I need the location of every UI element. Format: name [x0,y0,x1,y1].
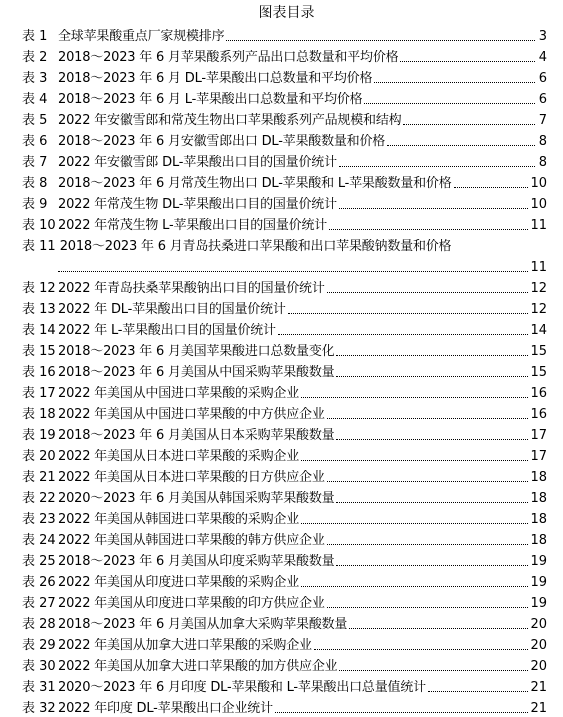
dot-leader [403,124,535,125]
dot-leader [327,607,529,608]
toc-entry-page: 20 [530,659,547,674]
toc-entry-page: 16 [530,407,547,422]
toc-entry-label [22,50,58,66]
toc-entry-prefix: 表 [22,491,36,506]
toc-entry-title: 2022 年美国从中国进口苹果酸的采购企业 [58,386,300,401]
dot-leader [364,103,535,104]
toc-entry-page: 18 [530,512,547,527]
toc-entry-label [22,281,58,297]
toc-entry-page: 18 [530,533,547,548]
dot-leader [327,418,529,419]
toc-entry-title: 2018～2023 年 6 月美国从中国采购苹果酸数量 [58,365,335,380]
toc-entry-title: 2022 年美国从加拿大进口苹果酸的采购企业 [58,638,312,653]
toc-entry-number: 23 [39,512,56,527]
toc-entry[interactable] [22,360,547,381]
toc-entry-prefix: 表 [22,155,36,170]
toc-entry[interactable] [22,696,547,717]
dot-leader [387,145,535,146]
toc-entry-label [22,323,58,339]
dot-leader [329,229,528,230]
toc-entry-page: 10 [530,176,547,191]
toc-entry-title: 2022 年青岛扶桑苹果酸钠出口目的国量价统计 [58,281,325,296]
dot-leader [349,628,528,629]
toc-entry-prefix: 表 [22,449,36,464]
toc-entry-title: 2022 年美国从印度进口苹果酸的印方供应企业 [58,596,325,611]
toc-entry-number: 32 [39,701,56,716]
dot-leader [278,334,529,335]
toc-entry-title: 2018～2023 年 6 月 L-苹果酸出口总数量和平均价格 [58,92,363,107]
toc-entry[interactable] [22,318,547,339]
toc-entry-label [22,617,58,633]
toc-entry[interactable] [22,381,547,402]
toc-entry-page: 19 [530,575,547,590]
toc-entry-label [22,92,58,108]
toc-entry-label [22,638,58,654]
toc-entry[interactable] [22,66,547,87]
toc-entry-prefix: 表 [22,428,36,443]
toc-entry-number: 15 [39,344,56,359]
toc-entry-number: 6 [39,134,48,149]
toc-entry-title: 2020～2023 年 6 月美国从韩国采购苹果酸数量 [58,491,335,506]
toc-entry-page: 18 [530,491,547,506]
toc-entry-title: 2022 年安徽雪郎和常茂生物出口苹果酸系列产品规模和结构 [58,113,402,128]
toc-entry[interactable] [22,423,547,444]
toc-entry-prefix: 表 [22,638,36,653]
toc-entry[interactable] [22,297,547,318]
toc-entry-page: 18 [530,470,547,485]
toc-entry-label [22,596,58,612]
dot-leader [339,208,529,209]
toc-entry-prefix: 表 [22,197,36,212]
toc-entry[interactable] [22,45,547,66]
toc-entry-prefix: 表 [22,554,36,569]
dot-leader [336,565,528,566]
toc-entry-label [22,302,58,318]
dot-leader [301,586,528,587]
toc-entry-prefix: 表 [22,617,36,632]
dot-leader [327,544,529,545]
toc-entry-page: 20 [530,617,547,632]
toc-entry-page: 17 [530,428,547,443]
toc-entry[interactable] [22,528,547,549]
toc-entry-number: 9 [39,197,48,212]
toc-entry-line [22,234,547,255]
dot-leader [301,397,528,398]
toc-entry-label [22,533,58,549]
toc-entry-number: 30 [39,659,56,674]
toc-entry-number: 22 [39,491,56,506]
toc-entry-number: 20 [39,449,56,464]
toc-entry[interactable] [22,339,547,360]
toc-entry-label [22,512,58,528]
toc-entry-page: 7 [538,113,547,128]
toc-entry[interactable] [22,234,547,276]
toc-entry-line [22,255,547,276]
toc-entry-number: 16 [39,365,56,380]
dot-leader [428,691,529,692]
toc-entry-label [22,71,58,87]
toc-entry-title: 2022 年安徽雪郎 DL-苹果酸出口目的国量价统计 [58,155,337,170]
toc-entry-number: 27 [39,596,56,611]
toc-entry-prefix: 表 [22,407,36,422]
dot-leader [327,292,529,293]
toc-entry-number: 1 [39,29,48,44]
toc-entry-title: 2022 年常茂生物 L-苹果酸出口目的国量价统计 [58,218,328,233]
toc-entry[interactable] [22,444,547,465]
toc-entry[interactable] [22,276,547,297]
toc-entry-label [22,176,58,192]
toc-entry-number: 8 [39,176,48,191]
dot-leader [288,313,529,314]
toc-entry-number: 19 [39,428,56,443]
toc-entry-label [22,449,58,465]
toc-entry-prefix: 表 [22,365,36,380]
toc-entry-label [22,470,58,486]
toc-entry-label [22,218,58,234]
toc-entry-prefix: 表 [22,386,36,401]
toc-entry[interactable] [22,402,547,423]
toc-entry[interactable] [22,108,547,129]
toc-entry-prefix: 表 [22,680,36,695]
toc-entry-number: 7 [39,155,48,170]
toc-entry[interactable] [22,654,547,675]
toc-entry-prefix: 表 [22,659,36,674]
toc-entry-prefix: 表 [22,113,36,128]
toc-entry-page: 19 [530,554,547,569]
toc-entry-page: 4 [538,50,547,65]
dot-leader [275,712,529,713]
toc-entry-title: 2018～2023 年 6 月美国苹果酸进口总数量变化 [58,344,335,359]
toc-entry[interactable] [22,612,547,633]
toc-entry-prefix: 表 [22,302,36,317]
toc-entry-label [22,701,58,717]
toc-heading: 图表目录 [258,5,315,21]
toc-entry-title: 2022 年印度 DL-苹果酸出口企业统计 [58,701,273,716]
toc-entry-number: 11 [39,239,56,254]
toc-entry-prefix: 表 [22,596,36,611]
toc-entry[interactable] [22,675,547,696]
dot-leader [58,271,528,272]
toc-entry-title: 2022 年美国从加拿大进口苹果酸的加方供应企业 [58,659,338,674]
toc-entry-number: 3 [39,71,48,86]
toc-entry-label [22,407,58,423]
toc-entry-number: 25 [39,554,56,569]
toc-entry-page: 21 [530,680,547,695]
toc-entry-title: 2022 年美国从韩国进口苹果酸的采购企业 [58,512,300,527]
toc-entry-page: 20 [530,638,547,653]
dot-leader [374,82,535,83]
toc-entry-prefix: 表 [22,575,36,590]
toc-entry-prefix: 表 [22,29,36,44]
toc-entry-title: 2022 年 L-苹果酸出口目的国量价统计 [58,323,276,338]
toc-entry-number: 26 [39,575,56,590]
toc-entry-page: 15 [530,344,547,359]
toc-entry-prefix: 表 [22,134,36,149]
toc-entry-label [22,197,58,213]
toc-entry-label [22,386,58,402]
toc-entry-number: 12 [39,281,56,296]
toc-entry-title: 2022 年美国从韩国进口苹果酸的韩方供应企业 [58,533,325,548]
toc-entry-number: 21 [39,470,56,485]
toc-entry-title: 2018～2023 年 6 月安徽雪郎出口 DL-苹果酸数量和价格 [58,134,386,149]
dot-leader [336,355,528,356]
toc-entry[interactable] [22,87,547,108]
toc-entry-label [22,428,58,444]
toc-entry[interactable] [22,192,547,213]
toc-entry-prefix: 表 [22,533,36,548]
dot-leader [339,670,528,671]
dot-leader [336,439,528,440]
toc-entry-page: 6 [538,71,547,86]
dot-leader [327,481,529,482]
toc-entry-label [22,554,58,570]
toc-entry-prefix: 表 [22,323,36,338]
toc-entry[interactable] [22,633,547,654]
dot-leader [301,460,528,461]
toc-entry-prefix: 表 [22,50,36,65]
toc-entry-title: 2018～2023 年 6 月美国从印度采购苹果酸数量 [58,554,335,569]
toc-entry-number: 24 [39,533,56,548]
dot-leader [301,523,528,524]
dot-leader [400,61,535,62]
toc-entry[interactable] [22,129,547,150]
toc-entry-page: 6 [538,92,547,107]
toc-entry[interactable] [22,507,547,528]
toc-entry-prefix: 表 [22,71,36,86]
dot-leader [339,166,535,167]
dot-leader [226,40,535,41]
toc-entry-prefix: 表 [22,239,36,254]
toc-entry-prefix: 表 [22,281,36,296]
dot-leader [314,649,529,650]
toc-entry[interactable] [22,486,547,507]
toc-entry-label [22,134,58,150]
toc-entry-page: 15 [530,365,547,380]
toc-entry-page: 11 [530,218,547,233]
toc-entry-page: 16 [530,386,547,401]
toc-entry[interactable] [22,570,547,591]
toc-entry-label [22,575,58,591]
toc-entry-number: 28 [39,617,56,632]
toc-entry-title: 2022 年 DL-苹果酸出口目的国量价统计 [58,302,286,317]
toc-entry-label [22,365,58,381]
toc-entry-label [22,680,58,696]
toc-entry-number: 29 [39,638,56,653]
toc-entry-page: 8 [538,134,547,149]
toc-entry-number: 13 [39,302,56,317]
toc-entry-prefix: 表 [22,344,36,359]
toc-entry-number: 17 [39,386,56,401]
toc-entry-title: 2022 年常茂生物 DL-苹果酸出口目的国量价统计 [58,197,337,212]
toc-entry-title: 2022 年美国从中国进口苹果酸的中方供应企业 [58,407,325,422]
toc-entry[interactable] [22,465,547,486]
toc-entry-page: 14 [530,323,547,338]
toc-entry-title: 全球苹果酸重点厂家规模排序 [58,29,225,44]
dot-leader [454,187,529,188]
toc-entry-page: 10 [530,197,547,212]
toc-entry-prefix: 表 [22,512,36,527]
toc-entry-prefix: 表 [22,218,36,233]
toc-entry-label [22,155,58,171]
toc-entry-label [22,659,58,675]
toc-entry[interactable] [22,213,547,234]
toc-entry-page: 12 [530,281,547,296]
toc-entry-label [22,344,58,360]
toc-entry-page: 8 [538,155,547,170]
toc-entry-title: 2018～2023 年 6 月苹果酸系列产品出口总数量和平均价格 [58,50,399,65]
toc-entry-prefix: 表 [22,176,36,191]
toc-entry-title: 2018～2023 年 6 月常茂生物出口 DL-苹果酸和 L-苹果酸数量和价格 [58,176,452,191]
toc-entry-number: 14 [39,323,56,338]
toc-entry[interactable] [22,171,547,192]
toc-entry-number: 2 [39,50,48,65]
toc-entry-number: 4 [39,92,48,107]
toc-entry-prefix: 表 [22,92,36,107]
dot-leader [336,502,528,503]
toc-entry-title: 2018～2023 年 6 月美国从日本采购苹果酸数量 [58,428,335,443]
toc-entry-prefix: 表 [22,701,36,716]
toc-entry-page: 11 [530,260,547,275]
toc-entry-number: 5 [39,113,48,128]
toc-entry-label [22,239,56,255]
toc-entry[interactable] [22,24,547,45]
table-of-contents [22,24,547,717]
toc-entry[interactable] [22,591,547,612]
toc-entry-title: 2022 年美国从日本进口苹果酸的日方供应企业 [58,470,325,485]
toc-entry-label [22,113,58,129]
toc-entry-number: 10 [39,218,56,233]
toc-entry-label [22,491,58,507]
dot-leader [336,376,528,377]
toc-entry-page: 17 [530,449,547,464]
toc-entry-title: 2018～2023 年 6 月 DL-苹果酸出口总数量和平均价格 [58,71,373,86]
toc-entry-number: 31 [39,680,56,695]
toc-entry-title: 2022 年美国从印度进口苹果酸的采购企业 [58,575,300,590]
toc-entry-page: 12 [530,302,547,317]
toc-entry-page: 19 [530,596,547,611]
toc-entry-title: 2018～2023 年 6 月青岛扶桑进口苹果酸和出口苹果酸钠数量和价格 [59,239,452,254]
toc-entry-number: 18 [39,407,56,422]
toc-entry-title: 2020～2023 年 6 月印度 DL-苹果酸和 L-苹果酸出口总量值统计 [58,680,426,695]
toc-entry-page: 3 [538,29,547,44]
toc-entry-label [22,29,58,45]
toc-entry-title: 2022 年美国从日本进口苹果酸的采购企业 [58,449,300,464]
toc-entry-prefix: 表 [22,470,36,485]
toc-entry[interactable] [22,549,547,570]
toc-entry[interactable] [22,150,547,171]
toc-entry-title: 2018～2023 年 6 月美国从加拿大采购苹果酸数量 [58,617,348,632]
toc-entry-page: 21 [530,701,547,716]
